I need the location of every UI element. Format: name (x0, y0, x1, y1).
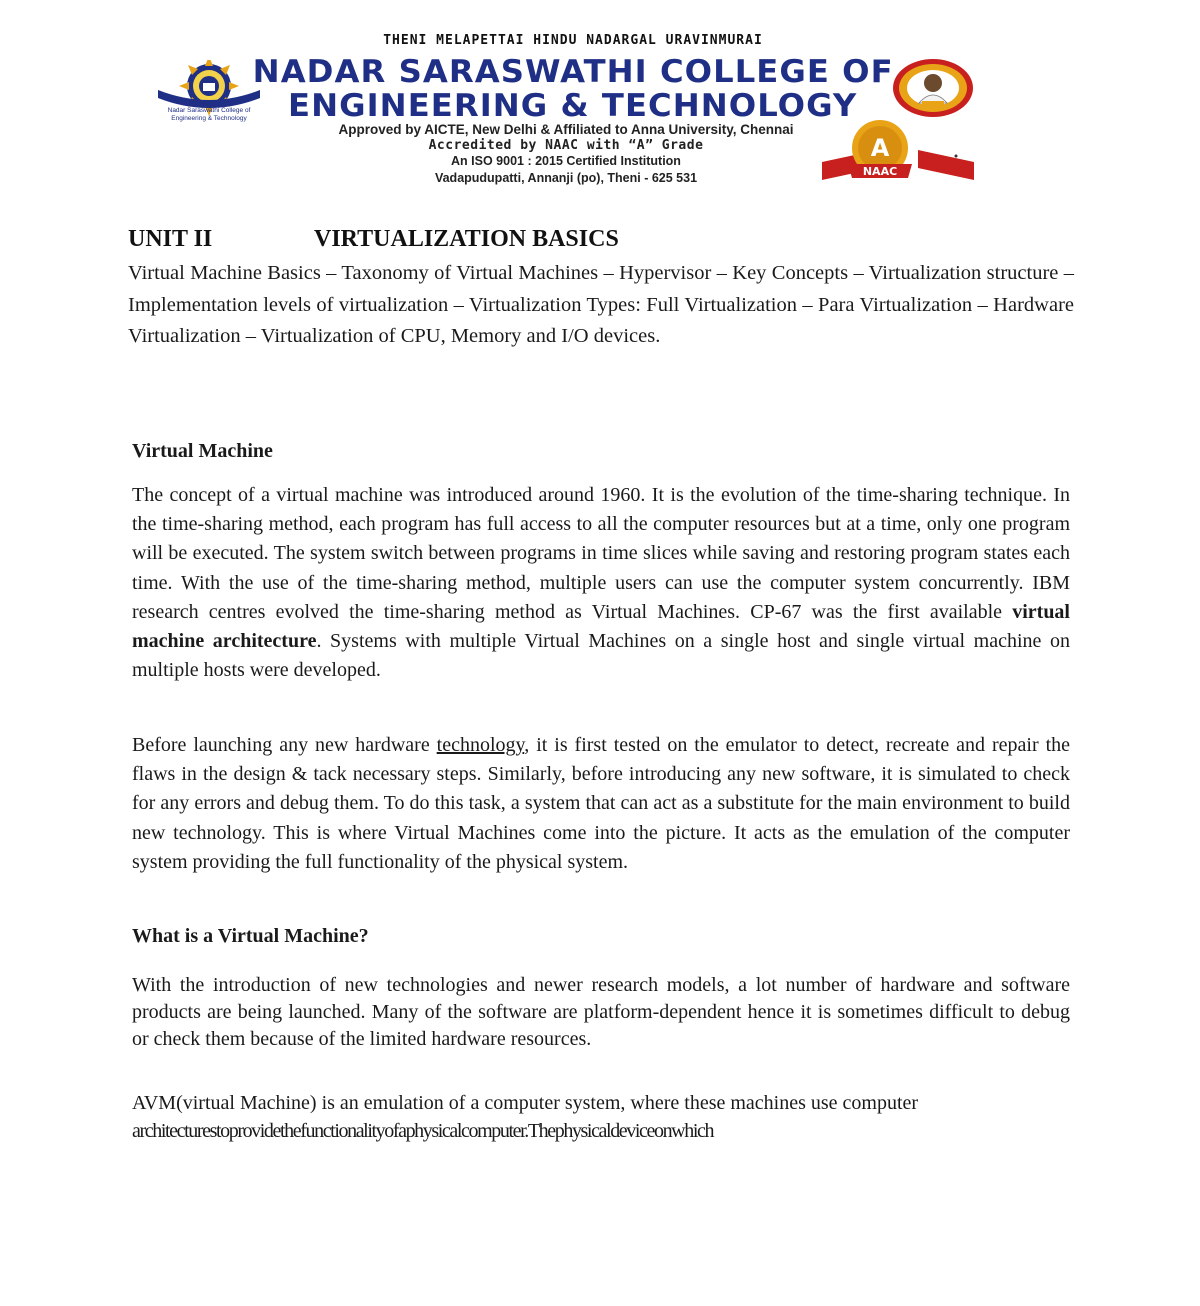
college-logo-icon (150, 60, 268, 122)
paragraph-definition-line2: architecturestoprovidethefunctionalityofaphysicalcomputer.Thephysicaldeviceonwhich (132, 1120, 714, 1142)
logo-caption-2: Engineering & Technology (171, 115, 247, 122)
naac-label: NAAC (862, 165, 898, 178)
accreditation-line: Accredited by NAAC with “A” Grade (428, 138, 704, 153)
section-heading-what-is-vm: What is a Virtual Machine? (132, 925, 369, 947)
unit-number: UNIT II (128, 226, 213, 252)
unit-title: VIRTUALIZATION BASICS (314, 226, 619, 252)
paragraph-emulation: Before launching any new hardware technology, it is first tested on the emulator to detect, recreate and repair the flaws in the design & tack necessary steps. Similarly, before introducing any new software, it is simulated to check for any errors and debug them. To do this task, a system that can act as a substitute for the main environment to build new technology. This is where Virtual Machines come into the picture. It acts as the emulation of the computer system providing the full functionality of the physical system. (132, 734, 1071, 873)
logo-caption-1: Nadar Saraswathi College of (167, 107, 251, 114)
technology-link[interactable]: technology (436, 734, 525, 756)
naac-a-grade-icon (818, 118, 978, 188)
college-name-line2: ENGINEERING & TECHNOLOGY (288, 88, 858, 124)
unit-heading (128, 226, 619, 253)
naac-letter: A (870, 134, 890, 162)
paragraph-definition-line1: AVM(virtual Machine) is an emulation of a computer system, where these machines use computer (132, 1092, 919, 1114)
unit-syllabus: Virtual Machine Basics – Taxonomy of Virtual Machines – Hypervisor – Key Concepts – Virtualization structure – Implementation levels of virtualization – Virtualization Types: Full Virtualization – Para Virtualization – Hardware Virtualization – Virtualization of CPU, Memory and I/O devices. (128, 262, 1074, 347)
founder-emblem-icon (890, 57, 976, 119)
section-heading-virtual-machine: Virtual Machine (132, 440, 273, 462)
approval-line: Approved by AICTE, New Delhi & Affiliated to Anna University, Chennai (338, 122, 794, 137)
address-line: Vadapudupatti, Annanji (po), Theni - 625 531 (434, 171, 698, 185)
college-name-line1: NADAR SARASWATHI COLLEGE OF (252, 54, 894, 90)
paragraph-intro: With the introduction of new technologies and newer research models, a lot number of hardware and software products are being launched. Many of the software are platform-dependent hence it is sometimes difficult to debug or check them because of the limited hardware resources. (132, 974, 1070, 1050)
bold-term: virtual machine architecture (132, 600, 1070, 653)
iso-line: An ISO 9001 : 2015 Certified Institution (451, 154, 681, 168)
trust-name: THENI MELAPETTAI HINDU NADARGAL URAVINMURAI (383, 33, 763, 48)
paragraph-history: The concept of a virtual machine was introduced around 1960. It is the evolution of the time-sharing technique. In the time-sharing method, each program has full access to all the computer resources but at a time, only one program will be executed. The system switch between programs in time slices while saving and restoring program states each time. With the use of the time-sharing method, multiple users can use the computer system concurrently. IBM research centres evolved the time-sharing method as Virtual Machines. CP-67 was the first available virtual machine architecture. Systems with multiple Virtual Machines on a single host and single virtual machine on multiple hosts were developed. (132, 484, 1070, 682)
